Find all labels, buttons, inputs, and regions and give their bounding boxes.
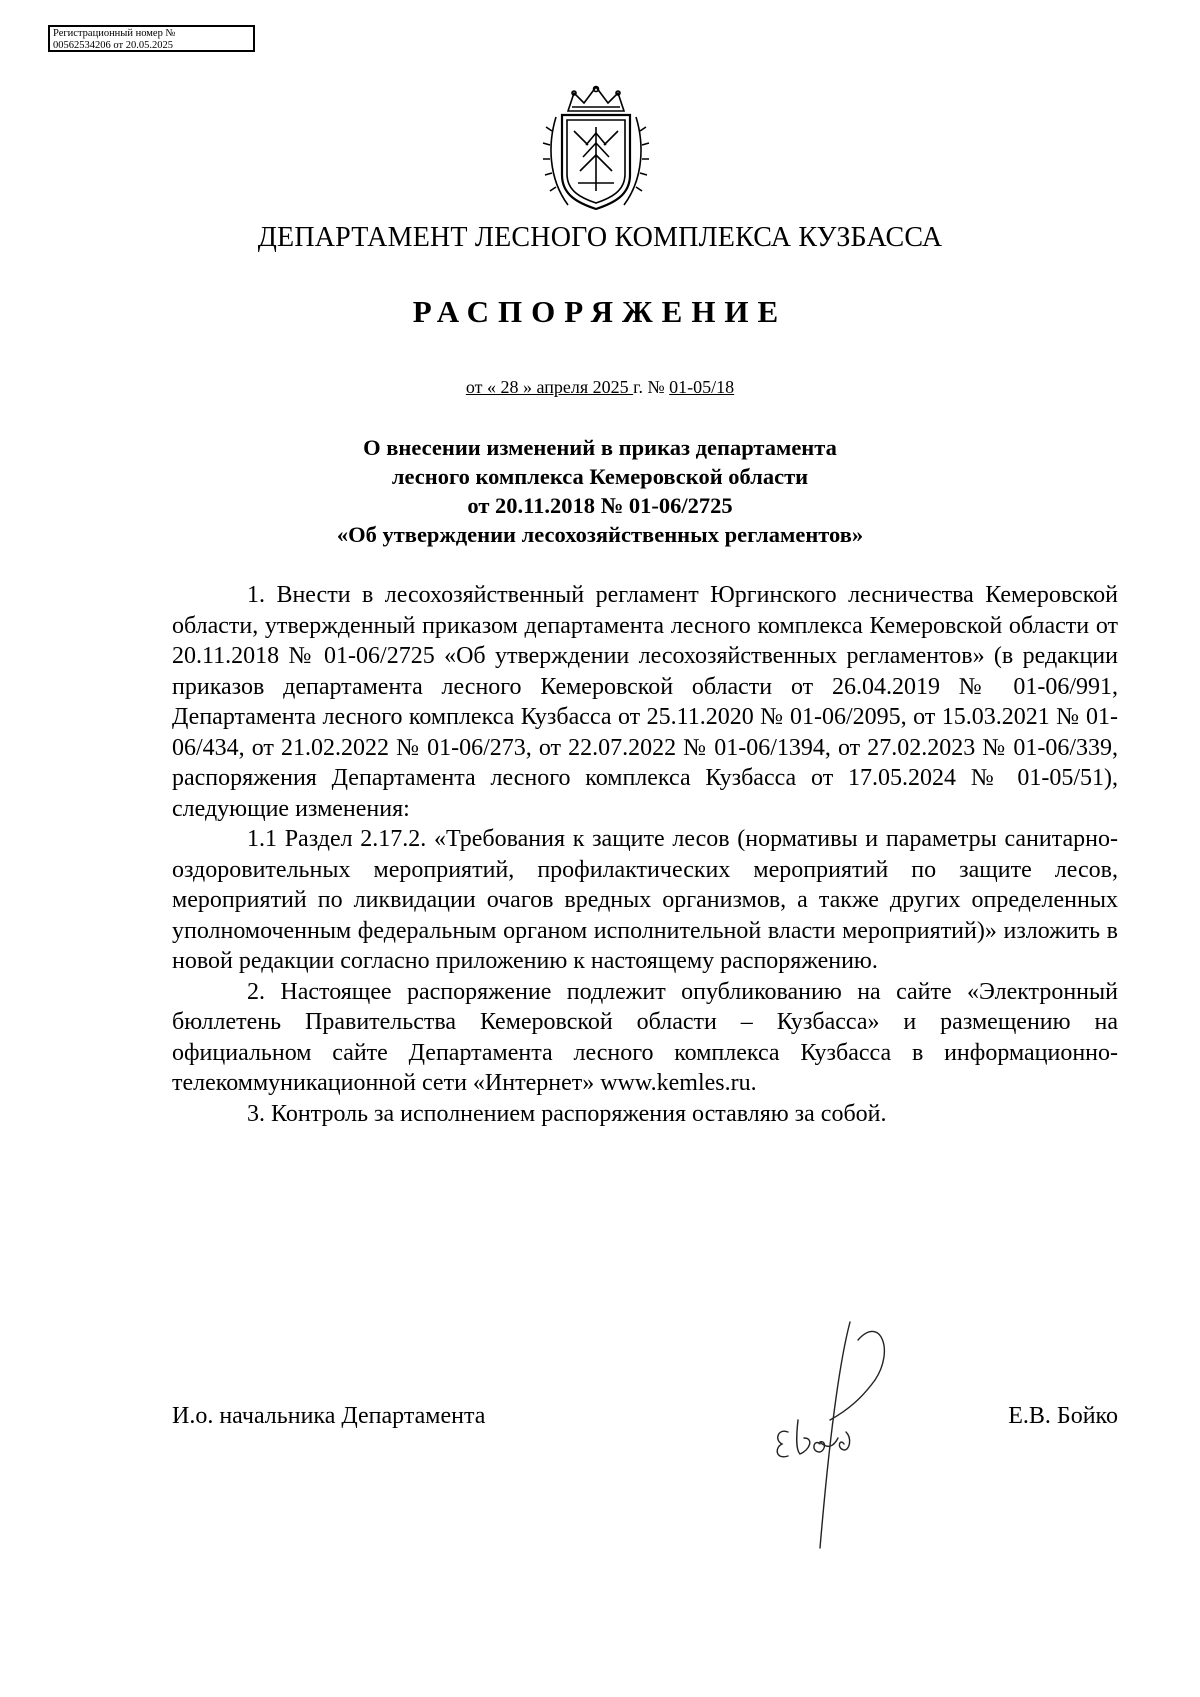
- signatory-name: Е.В. Бойко: [1008, 1403, 1118, 1429]
- date-month-year: апреля 2025: [536, 377, 634, 397]
- handwritten-signature: [770, 1320, 950, 1550]
- paragraph-2: 2. Настоящее распоряжение подлежит опубликованию на сайте «Электронный бюллетень Правительства Кемеровской области – Кузбасса» и размещению на официальном сайте Департамента лесного комплекса Кузбасса в информационно-телекоммуникационной сети «Интернет» www.kemles.ru.: [172, 978, 1118, 1096]
- coat-of-arms-emblem: [538, 83, 654, 216]
- heading-line-1: О внесении изменений в приказ департамента: [363, 435, 837, 460]
- paragraph-3: 3. Контроль за исполнением распоряжения оставляю за собой.: [247, 1100, 887, 1127]
- registration-number-label: Регистрационный номер №: [53, 28, 176, 39]
- registration-number-value: 00562534206 от 20.05.2025: [53, 40, 173, 51]
- order-number: 01-05/18: [669, 377, 735, 397]
- date-mid: »: [522, 377, 537, 397]
- document-heading: [0, 433, 1200, 549]
- paragraph-1-1: 1.1 Раздел 2.17.2. «Требования к защите лесов (нормативы и параметры санитарно-оздоровительных мероприятий, профилактических мероприятий по защите лесов, мероприятий по ликвидации очагов вредных организмов, а также других определенных уполномоченным федеральным органом исполнительной власти мероприятий)» изложить в новой редакции согласно приложению к настоящему распоряжению.: [172, 826, 1118, 974]
- document-type-title: РАСПОРЯЖЕНИЕ: [412, 294, 788, 329]
- heading-line-3: от 20.11.2018 № 01-06/2725: [467, 493, 733, 518]
- date-suffix: г. №: [633, 377, 670, 397]
- order-date-number: [0, 377, 1200, 398]
- heading-line-4: «Об утверждении лесохозяйственных регламентов»: [336, 522, 864, 547]
- registration-stamp: [48, 25, 255, 52]
- document-body: [172, 580, 1118, 1129]
- signatory-title: И.о. начальника Департамента: [172, 1403, 486, 1429]
- paragraph-1: 1. Внести в лесохозяйственный регламент Юргинского лесничества Кемеровской области, утвержденный приказом департамента лесного комплекса Кемеровской области от 20.11.2018 № 01-06/2725 «Об утверждении лесохозяйственных регламентов» (в редакции приказов департамента лесного Кемеровской области от 26.04.2019 № 01-06/991, Департамента лесного комплекса Кузбасса от 25.11.2020 № 01-06/2095, от 15.03.2021 № 01-06/434, от 21.02.2022 № 01-06/273, от 22.07.2022 № 01-06/1394, от 27.02.2023 № 01-06/339, распоряжения Департамента лесного комплекса Кузбасса от 17.05.2024 № 01-05/51), следующие изменения:: [172, 582, 1118, 822]
- date-prefix: от «: [465, 377, 496, 397]
- date-day: 28: [495, 377, 523, 397]
- heading-line-2: лесного комплекса Кемеровской области: [391, 464, 809, 489]
- department-name: ДЕПАРТАМЕНТ ЛЕСНОГО КОМПЛЕКСА КУЗБАССА: [257, 222, 943, 253]
